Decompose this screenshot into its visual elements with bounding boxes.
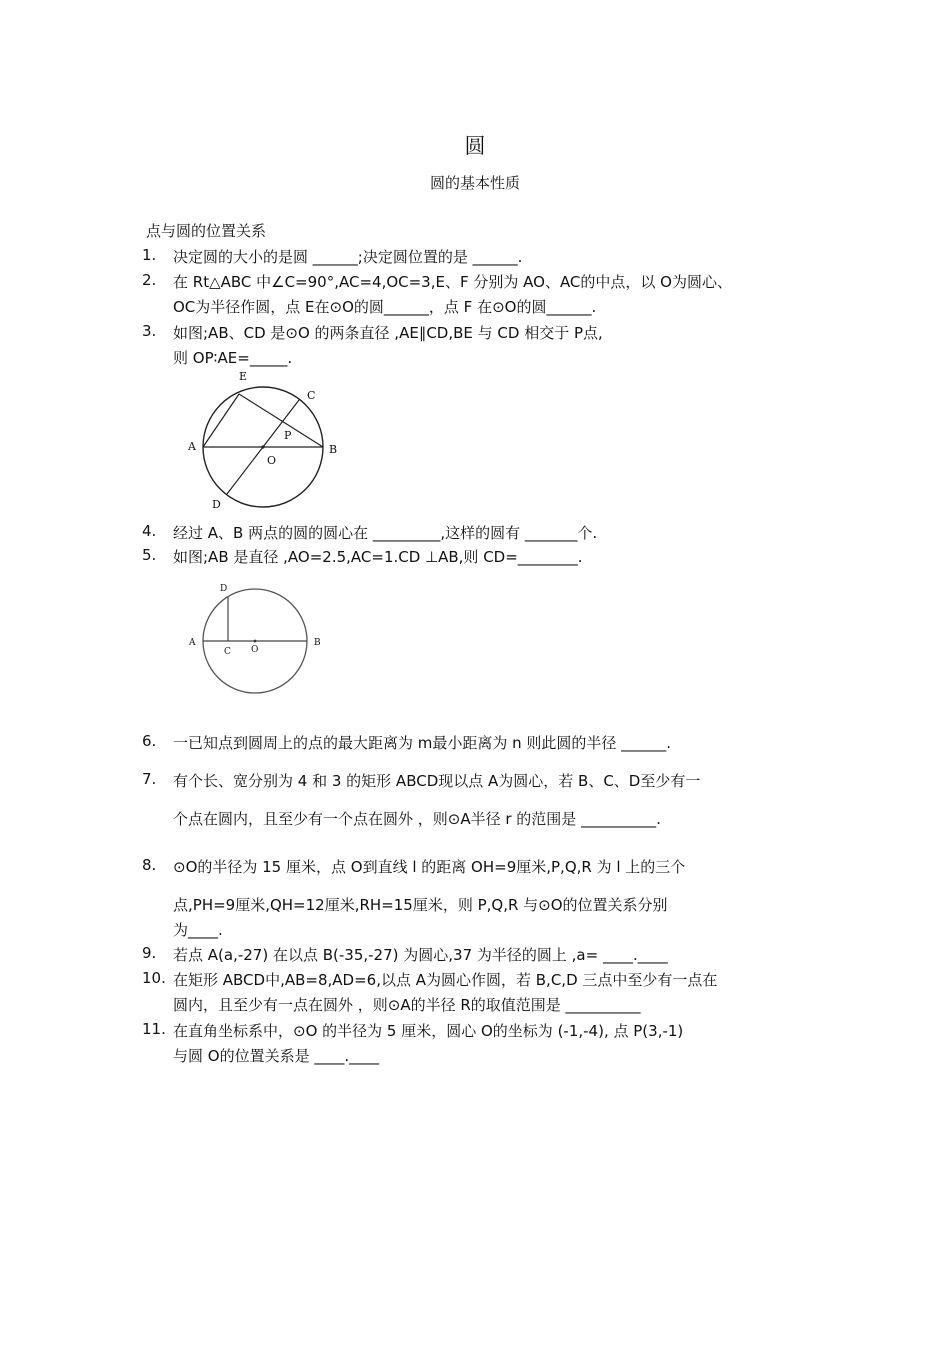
section-heading: 点与圆的位置关系 [146,222,267,240]
label-a: A [189,638,196,648]
center-point [261,445,264,448]
label-p: P [284,429,292,442]
question-3-number: 3. [142,322,157,340]
label-a: A [188,440,196,453]
question-7-line-2: 个点在圆内，且至少有一个点在圆外 ，则⊙A半径 r 的范围是 __________. [173,810,661,828]
page-title: 圆 [464,134,486,158]
question-11-number: 11. [142,1020,166,1038]
question-8-line-3: 为____. [173,921,223,939]
question-9-line-1: 若点 A(a,-27) 在以点 B(-35,-27) 为圆心,37 为半径的圆上 ,a= ____.____ [173,946,668,964]
question-10-line-1: 在矩形 ABCD中,AB=8,AD=6,以点 A为圆心作圆，若 B,C,D 三点中至少有一点在 [173,971,718,989]
label-o: O [251,645,259,655]
label-d: D [212,498,221,511]
label-e: E [239,370,248,383]
page-subtitle: 圆的基本性质 [429,174,520,192]
question-1-number: 1. [142,246,157,264]
question-4-number: 4. [142,522,157,540]
label-b: B [329,443,338,456]
label-d: D [220,584,228,594]
question-8-line-1: ⊙O的半径为 15 厘米，点 O到直线 l 的距离 OH=9厘米,P,Q,R 为 l 上的三个 [173,858,686,876]
circle-figure-1 [183,365,343,515]
question-6-line-1: 一已知点到圆周上的点的最大距离为 m最小距离为 n 则此圆的半径 ______. [173,734,671,752]
center-point [254,640,257,643]
circle-figure-2 [183,572,333,702]
question-2-line-1: 在 Rt△ABC 中∠C=90°,AC=4,OC=3,E、F 分别为 AO、AC的中点，以 O为圆心、 [173,273,732,291]
question-5-line-1: 如图;AB 是直径 ,AO=2.5,AC=1.CD ⊥AB,则 CD=________. [173,548,583,566]
question-2-line-2: OC为半径作圆，点 E在⊙O的圆______，点 F 在⊙O的圆______. [173,298,597,316]
question-9-number: 9. [142,944,157,962]
question-7-number: 7. [142,770,157,788]
question-10-number: 10. [142,969,166,987]
question-3-line-2: 则 OP∶AE=_____. [173,349,293,367]
question-5-number: 5. [142,546,157,564]
question-1-line-1: 决定圆的大小的是圆 ______;决定圆位置的是 ______. [173,248,523,266]
question-8-number: 8. [142,856,157,874]
label-b: B [314,638,321,648]
question-4-line-1: 经过 A、B 两点的圆的圆心在 _________,这样的圆有 _______个. [173,524,598,542]
label-o: O [267,454,277,467]
question-10-line-2: 圆内，且至少有一点在圆外 ，则⊙A的半径 R的取值范围是 __________ [173,996,641,1014]
label-c: C [224,647,231,657]
question-8-line-2: 点,PH=9厘米,QH=12厘米,RH=15厘米，则 P,Q,R 与⊙O的位置关系分别 [173,896,668,914]
question-11-line-2: 与圆 O的位置关系是 ____.____ [173,1047,380,1065]
question-3-line-1: 如图;AB、CD 是⊙O 的两条直径 ,AE∥CD,BE 与 CD 相交于 P点, [173,324,603,342]
question-6-number: 6. [142,732,157,750]
question-11-line-1: 在直角坐标系中，⊙O 的半径为 5 厘米，圆心 O的坐标为 (-1,-4), 点 P(3,-1) [173,1022,684,1040]
label-c: C [307,389,316,402]
question-2-number: 2. [142,271,157,289]
question-7-line-1: 有个长、宽分别为 4 和 3 的矩形 ABCD现以点 A为圆心，若 B、C、D至少有一 [173,772,701,790]
